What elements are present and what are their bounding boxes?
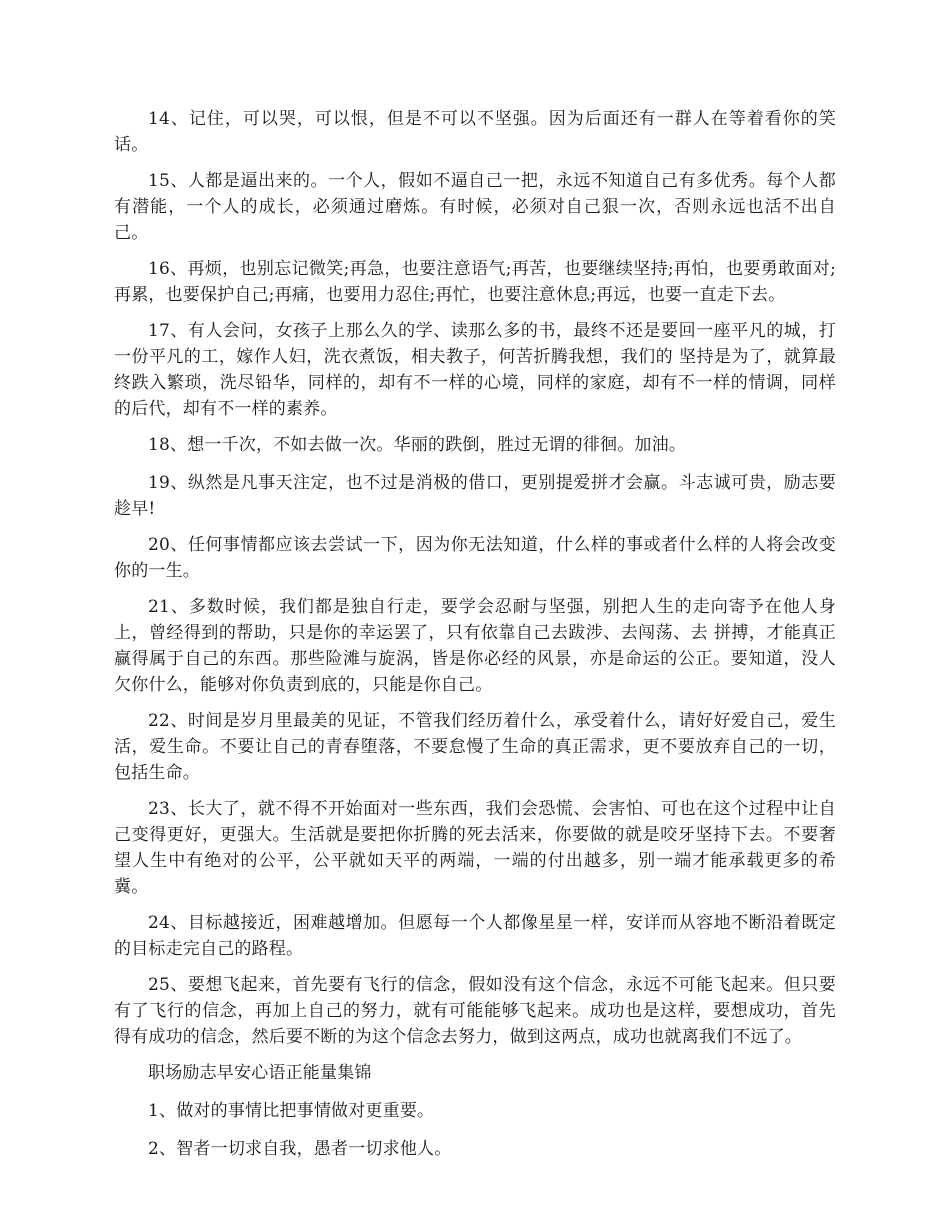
section-heading: 职场励志早安心语正能量集锦 [148,1063,372,1083]
paragraph-17: 17、有人会问，女孩子上那么久的学、读那么多的书，最终不还是要回一座平凡的城，打一份平凡的工，嫁作人妇，洗衣煮饭，相夫教子，何苦折腾我想，我们的 坚持是为了，就算最终跌入繁琐，洗尽铅华，同样的，却有不一样的心境，同样的家庭，却有不一样的情调，同样的后代，却有不一样的素养。 [114,321,836,419]
paragraph-18: 18、想一千次，不如去做一次。华丽的跌倒，胜过无谓的徘徊。加油。 [148,435,687,455]
paragraph-14: 14、记住，可以哭，可以恨，但是不可以不坚强。因为后面还有一群人在等着看你的笑话。 [114,109,836,155]
paragraph-15: 15、人都是逼出来的。一个人，假如不逼自己一把，永远不知道自己有多优秀。每个人都有潜能，一个人的成长，必须通过磨炼。有时候，必须对自己狠一次，否则永远也活不出自己。 [114,171,836,243]
list-item-2: 2、智者一切求自我，愚者一切求他人。 [148,1139,452,1159]
paragraph-24: 24、目标越接近，困难越增加。但愿每一个人都像星星一样，安详而从容地不断沿着既定的目标走完自己的路程。 [114,913,836,959]
paragraph-22: 22、时间是岁月里最美的见证，不管我们经历着什么，承受着什么，请好好爱自己，爱生活，爱生命。不要让自己的青春堕落，不要怠慢了生命的真正需求，更不要放弃自己的一切，包括生命。 [114,711,836,783]
paragraph-25: 25、要想飞起来，首先要有飞行的信念，假如没有这个信念，永远不可能飞起来。但只要有了飞行的信念，再加上自己的努力，就有可能能够飞起来。成功也是这样，要想成功，首先得有成功的信念，然后要不断的为这个信念去努力，做到这两点，成功也就离我们不远了。 [114,975,836,1047]
document-body [114,106,836,1174]
list-item-1: 1、做对的事情比把事情做对更重要。 [148,1101,435,1121]
paragraph-19: 19、纵然是凡事天注定，也不过是消极的借口，更别提爱拼才会赢。斗志诚可贵，励志要趁早! [114,473,836,519]
paragraph-16: 16、再烦，也别忘记微笑;再急，也要注意语气;再苦，也要继续坚持;再怕，也要勇敢面对;再累，也要保护自己;再痛，也要用力忍住;再忙，也要注意休息;再远，也要一直走下去。 [114,259,836,305]
paragraph-20: 20、任何事情都应该去尝试一下，因为你无法知道，什么样的事或者什么样的人将会改变你的一生。 [114,535,836,581]
paragraph-21: 21、多数时候，我们都是独自行走，要学会忍耐与坚强，别把人生的走向寄予在他人身上，曾经得到的帮助，只是你的幸运罢了，只有依靠自己去跋涉、去闯荡、去 拼搏，才能真正赢得属于自己的东西。那些险滩与旋涡，皆是你必经的风景，亦是命运的公正。要知道，没人欠你什么，能够对你负责到底的，只能是你自己。 [114,597,836,695]
paragraph-23: 23、长大了，就不得不开始面对一些东西，我们会恐慌、会害怕、可也在这个过程中让自己变得更好，更强大。生活就是要把你折腾的死去活来，你要做的就是咬牙坚持下去。不要奢望人生中有绝对的公平，公平就如天平的两端，一端的付出越多，别一端才能承载更多的希冀。 [114,799,836,897]
